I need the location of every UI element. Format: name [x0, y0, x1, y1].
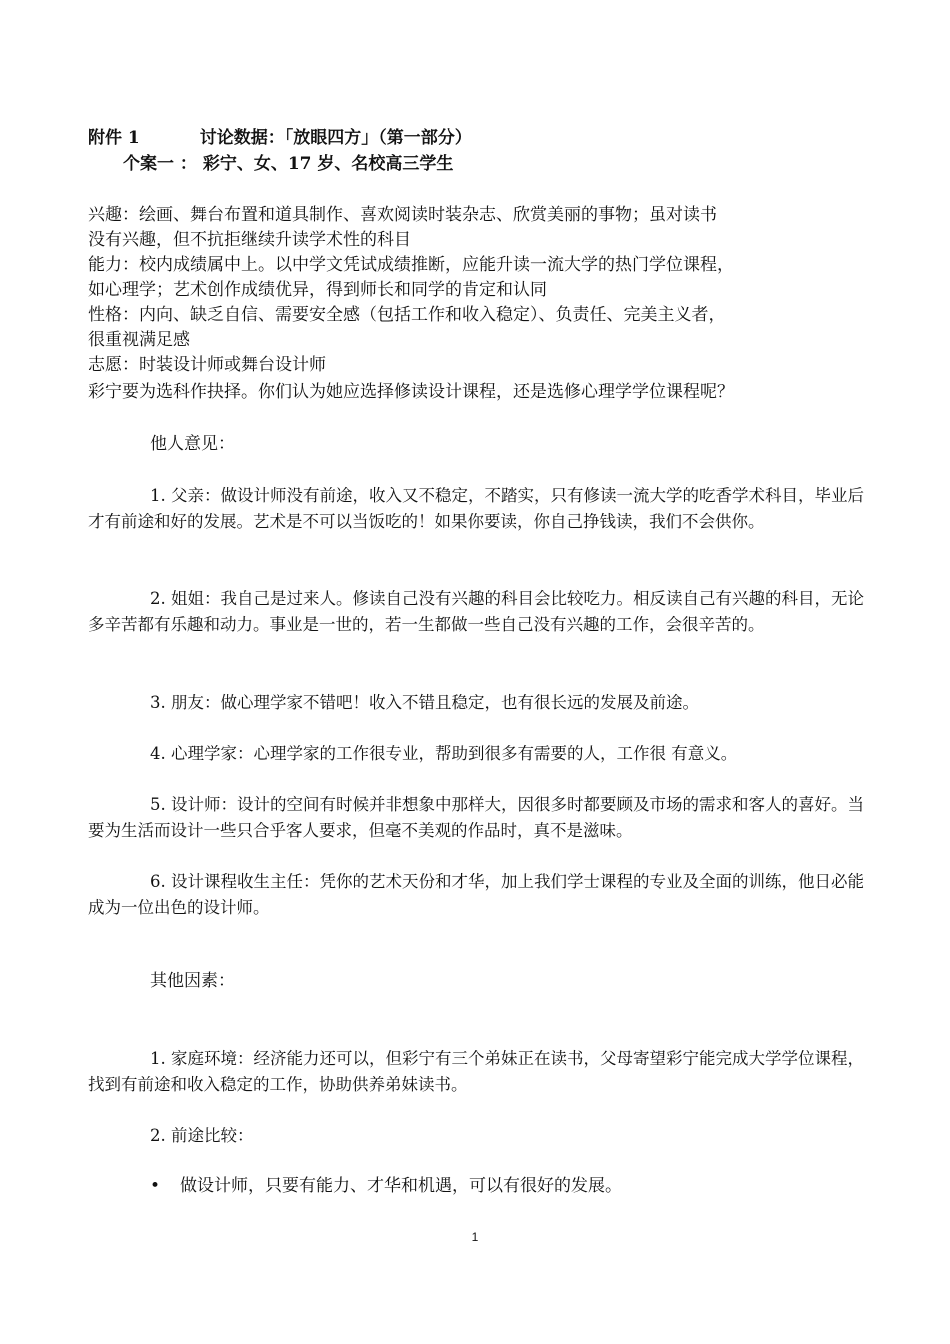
document-title: 讨论数据：「放眼四方」（第一部分） — [199, 128, 472, 148]
opinion-item: 1. 父亲：做设计师没有前途，收入又不稳定，不踏实，只有修读一流大学的吃香学术科目，毕业后才有前途和好的发展。艺术是不可以当饭吃的！如果你要读，你自己挣钱读，我们不会供你。 — [88, 486, 864, 531]
factor-item: 2. 前途比较： — [150, 1126, 254, 1145]
attachment-label: 附件 1 — [88, 128, 140, 148]
ability-line-2: 如心理学；艺术创作成绩优异，得到师长和同学的肯定和认同 — [88, 280, 547, 300]
opinion-item: 6. 设计课程收生主任：凭你的艺术天份和才华，加上我们学士课程的专业及全面的训练，他日必能成为一位出色的设计师。 — [88, 872, 864, 917]
opinion-item: 3. 朋友：做心理学家不错吧！收入不错且稳定，也有很长远的发展及前途。 — [150, 693, 699, 712]
question-line: 彩宁要为选科作抉择。你们认为她应选择修读设计课程，还是选修心理学学位课程呢？ — [88, 382, 734, 402]
page-number: 1 — [471, 1230, 479, 1244]
opinions-heading: 他人意见： — [150, 434, 235, 454]
case-title: 个案一 ： 彩宁、女、17 岁、名校高三学生 — [123, 154, 454, 174]
document-title-line — [88, 126, 472, 150]
personality-line-2: 很重视满足感 — [88, 330, 190, 350]
aspiration-line: 志愿：时装设计师或舞台设计师 — [88, 355, 326, 375]
interest-line-1: 兴趣：绘画、舞台布置和道具制作、喜欢阅读时装杂志、欣赏美丽的事物；虽对读书 — [88, 205, 717, 225]
opinion-item: 2. 姐姐：我自己是过来人。修读自己没有兴趣的科目会比较吃力。相反读自己有兴趣的科目，无论多辛苦都有乐趣和动力。事业是一世的，若一生都做一些自己没有兴趣的工作，会很辛苦的。 — [88, 589, 864, 634]
opinion-item: 5. 设计师：设计的空间有时候并非想象中那样大，因很多时都要顾及市场的需求和客人的喜好。当要为生活而设计一些只合乎客人要求，但毫不美观的作品时，真不是滋味。 — [88, 795, 864, 840]
personality-line-1: 性格：内向、缺乏自信、需要安全感（包括工作和收入稳定）、负责任、完美主义者， — [88, 305, 726, 325]
bullet-icon: • — [150, 1176, 161, 1196]
factors-heading: 其他因素： — [150, 971, 235, 991]
ability-line-1: 能力：校内成绩属中上。以中学文凭试成绩推断，应能升读一流大学的热门学位课程， — [88, 255, 734, 275]
factor-item: 1. 家庭环境：经济能力还可以，但彩宁有三个弟妹正在读书，父母寄望彩宁能完成大学学位课程，找到有前途和收入稳定的工作，协助供养弟妹读书。 — [88, 1049, 864, 1094]
bullet-item: 做设计师，只要有能力、才华和机遇，可以有很好的发展。 — [180, 1176, 622, 1196]
interest-line-2: 没有兴趣，但不抗拒继续升读学术性的科目 — [88, 230, 411, 250]
opinion-item: 4. 心理学家：心理学家的工作很专业，帮助到很多有需要的人，工作很 有意义。 — [150, 744, 738, 763]
